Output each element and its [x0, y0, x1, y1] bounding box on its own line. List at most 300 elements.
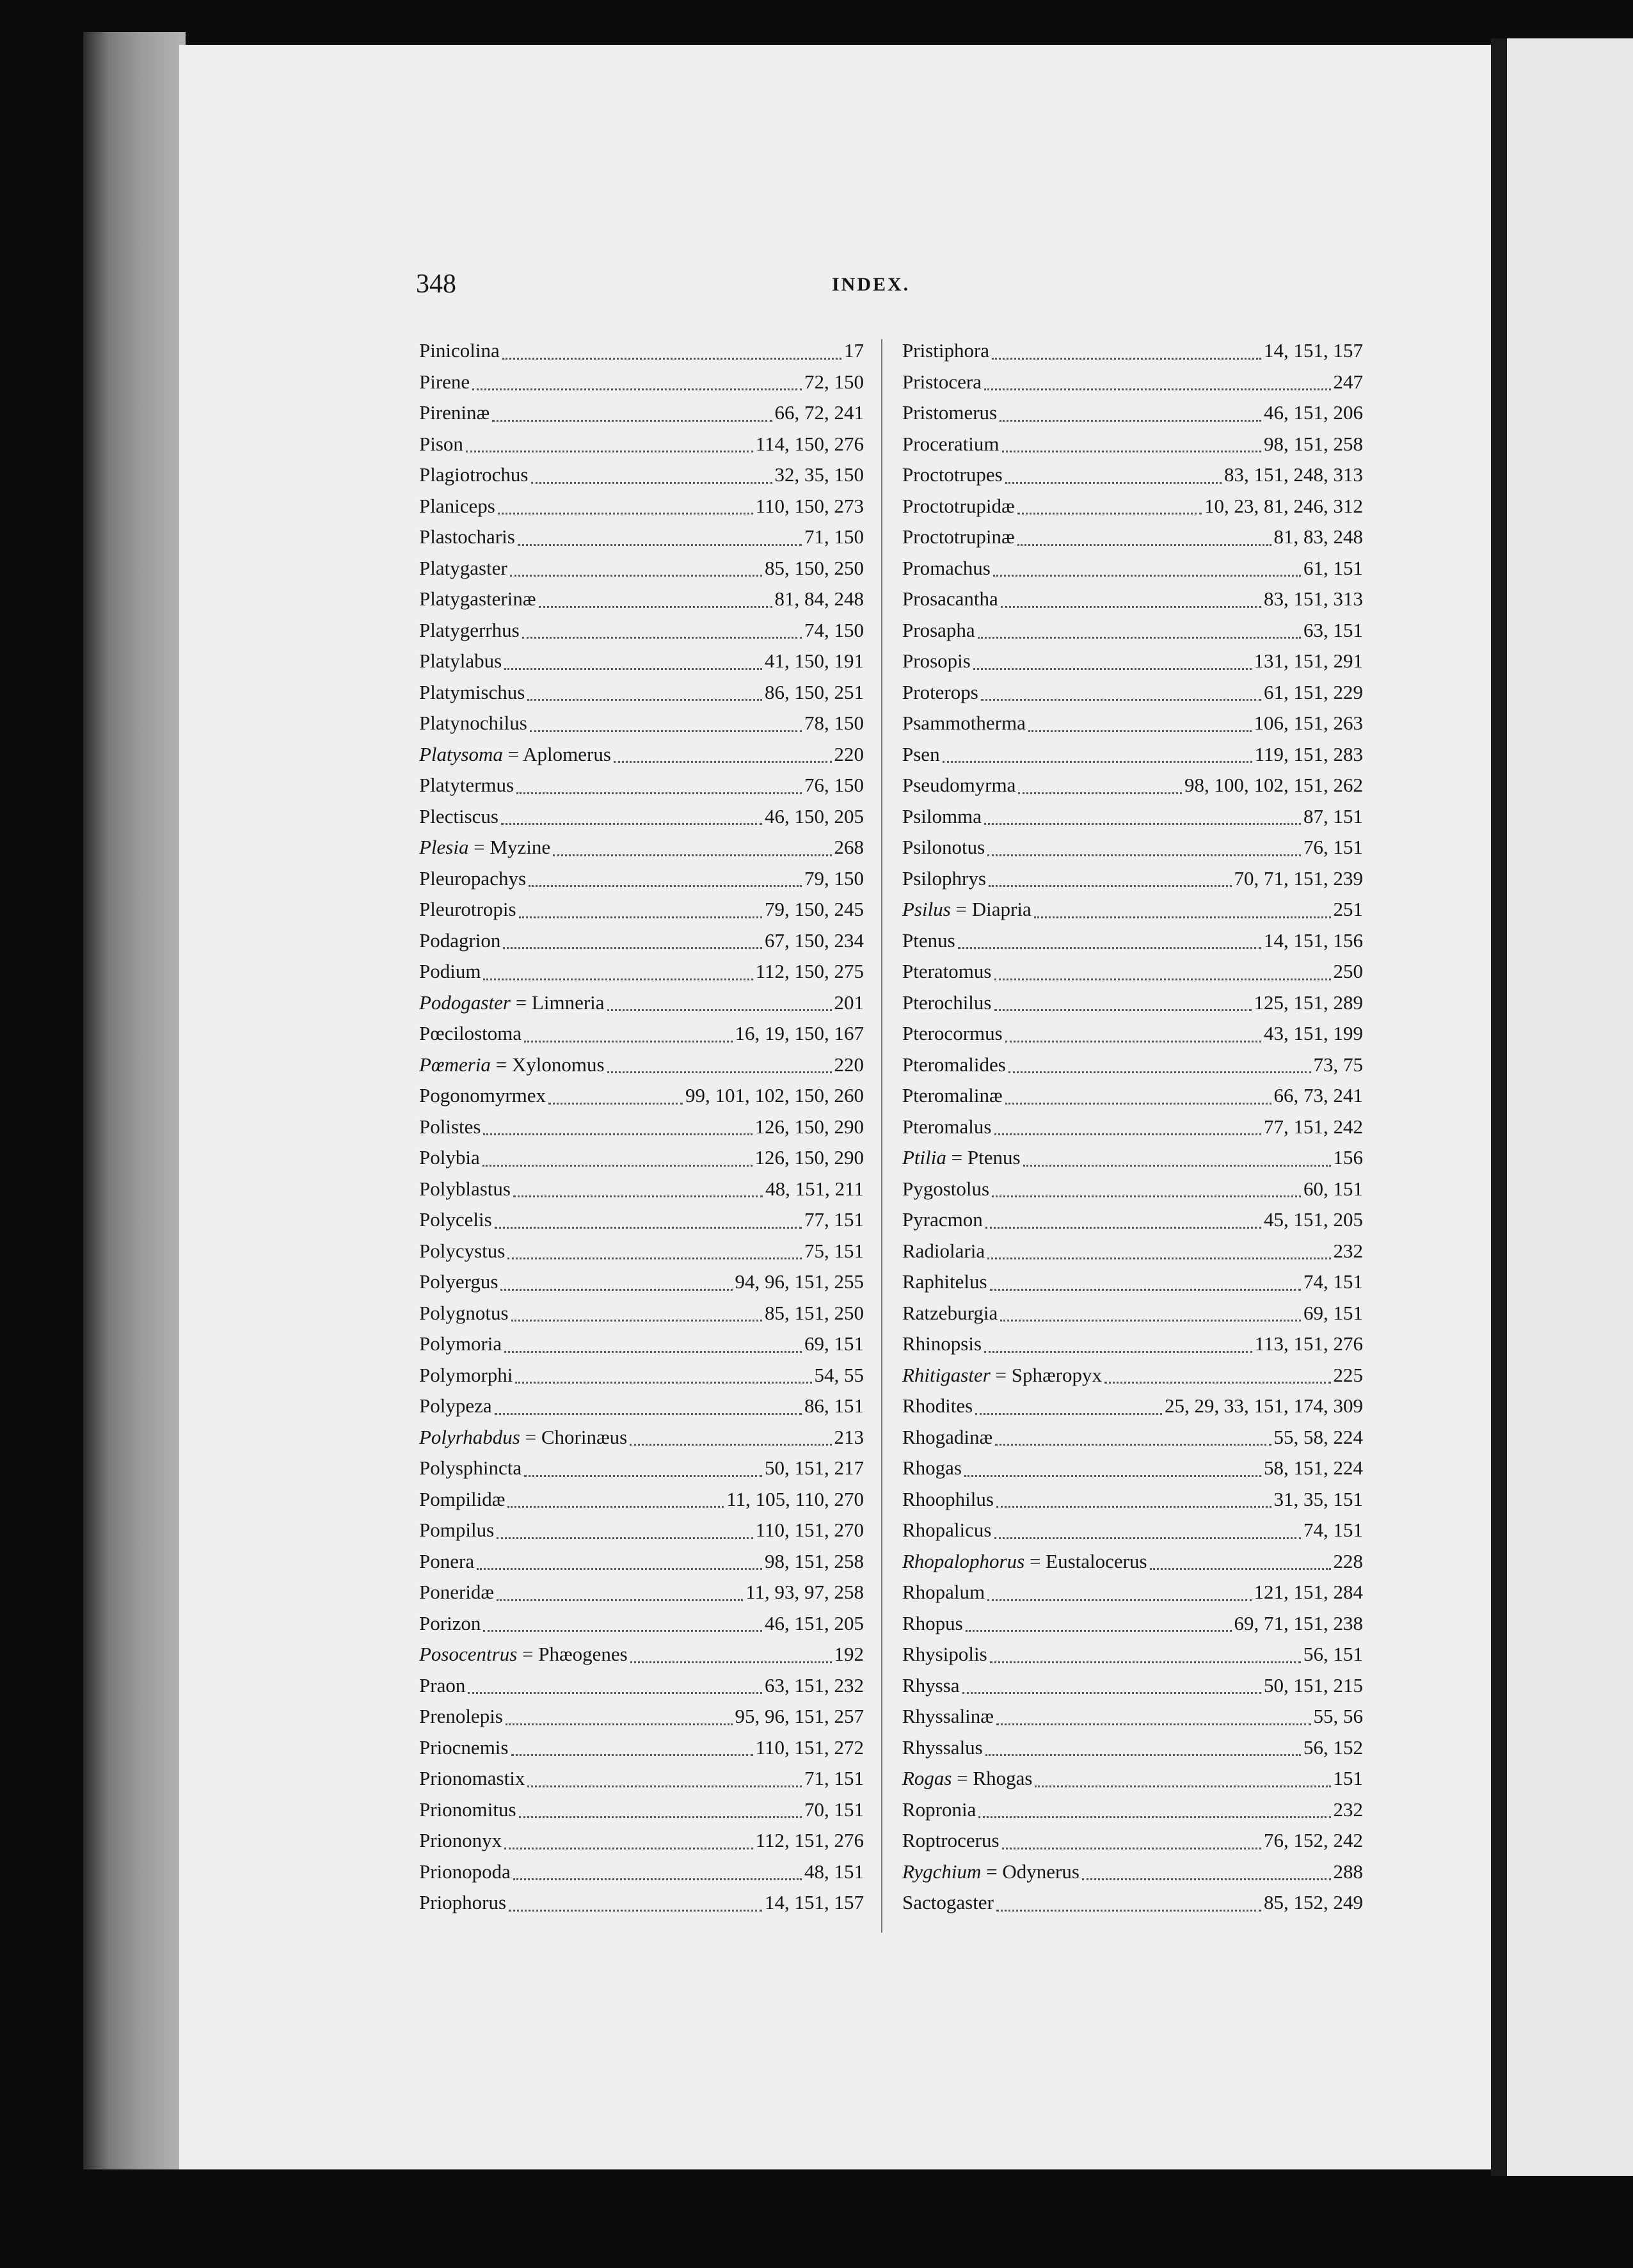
index-page-refs: 113, 151, 276: [1254, 1332, 1363, 1355]
index-page-refs: 69, 151: [804, 1332, 864, 1355]
dot-leader: [513, 1878, 802, 1880]
dot-leader: [958, 947, 1261, 949]
index-term-name: Platytermus: [419, 774, 514, 796]
dot-leader: [995, 1444, 1271, 1446]
index-term-name: Platynochilus: [419, 712, 527, 734]
index-term: [419, 1581, 494, 1604]
index-term-name: Pristocera: [902, 370, 982, 393]
index-term: [419, 463, 529, 486]
index-entry: [419, 991, 864, 1023]
index-term-name: Rhyssalus: [902, 1736, 983, 1759]
index-term: [902, 1705, 994, 1728]
index-term: [419, 1488, 505, 1511]
index-entry: [419, 1302, 864, 1333]
index-page-refs: 131, 151, 291: [1254, 650, 1363, 672]
index-entry: [902, 1488, 1363, 1519]
index-entry: [419, 1736, 864, 1768]
index-term-name: Rhopus: [902, 1611, 963, 1634]
index-term: [902, 1674, 960, 1697]
index-entry: [419, 650, 864, 681]
index-term: [902, 1022, 1003, 1045]
dot-leader: [996, 1723, 1311, 1725]
index-term-name: Priophorus: [419, 1891, 507, 1913]
dot-leader: [497, 1599, 743, 1601]
index-term: [902, 1519, 992, 1542]
index-term-name: Polycystus: [419, 1239, 506, 1262]
index-page-refs: 232: [1333, 1239, 1363, 1262]
index-page-refs: 54, 55: [814, 1363, 864, 1386]
index-term: [419, 619, 520, 642]
dot-leader: [1034, 916, 1331, 918]
index-term: [419, 1302, 509, 1325]
index-page-refs: 56, 152: [1303, 1736, 1363, 1759]
index-term: [419, 1178, 511, 1201]
index-entry: [419, 1488, 864, 1519]
dot-leader: [1082, 1878, 1331, 1880]
index-term-name: Prosacantha: [902, 587, 998, 610]
index-term-name: Praon: [419, 1673, 466, 1697]
index-term: [419, 1612, 481, 1635]
dot-leader: [1002, 1848, 1261, 1849]
index-entry: [902, 587, 1363, 619]
index-term-name: Platygasterinæ: [419, 587, 536, 610]
index-term: [902, 1364, 1102, 1387]
index-term-name: Platygerrhus: [419, 618, 520, 641]
dot-leader: [527, 699, 762, 701]
column-divider: [881, 339, 882, 1933]
index-term-name: Platymischus: [419, 680, 525, 703]
index-entry: [419, 1053, 864, 1085]
index-term-name: Pison: [419, 432, 463, 455]
index-cross-reference: = Diapria: [950, 898, 1032, 920]
index-entry: [419, 774, 864, 805]
dot-leader: [518, 544, 802, 546]
index-term: [902, 1332, 982, 1355]
index-entry: [419, 1146, 864, 1178]
index-term: [419, 433, 463, 456]
index-entry: [419, 1457, 864, 1488]
index-entry: [902, 1767, 1363, 1798]
index-page-refs: 66, 73, 241: [1273, 1084, 1363, 1106]
index-term-name: Plagiotrochus: [419, 463, 529, 486]
index-page-refs: 74, 150: [804, 618, 864, 641]
index-term-name: Priocnemis: [419, 1736, 509, 1759]
index-term: [419, 1891, 506, 1914]
dot-leader: [992, 1195, 1301, 1197]
index-term: [902, 587, 998, 611]
index-term: [419, 371, 470, 394]
index-cross-reference: = Limneria: [510, 991, 605, 1014]
index-term-name: Rhysipolis: [902, 1643, 987, 1665]
index-page-refs: 50, 151, 217: [765, 1457, 864, 1479]
dot-leader: [990, 1289, 1301, 1291]
index-entry: [419, 867, 864, 898]
dot-leader: [1002, 451, 1261, 452]
dot-leader: [1001, 606, 1261, 608]
index-term: [902, 619, 975, 642]
dot-leader: [495, 1227, 802, 1229]
index-term: [902, 805, 982, 828]
index-term: [902, 371, 982, 394]
index-term-name: Polypeza: [419, 1394, 492, 1417]
index-entry: [902, 991, 1363, 1023]
index-term-name: Plesia: [419, 836, 469, 858]
dot-leader: [504, 1351, 802, 1353]
dot-leader: [500, 1289, 732, 1291]
index-entry: [902, 619, 1363, 650]
index-term-name: Posocentrus: [419, 1643, 518, 1665]
dot-leader: [989, 885, 1232, 887]
index-page-refs: 86, 151: [804, 1394, 864, 1417]
index-entry: [902, 1705, 1363, 1736]
index-term-name: Pirene: [419, 370, 470, 393]
index-page-refs: 10, 23, 81, 246, 312: [1204, 494, 1363, 517]
index-page-refs: 75, 151: [804, 1239, 864, 1262]
index-term: [902, 898, 1032, 921]
index-page-refs: 76, 151: [1303, 836, 1363, 858]
index-entry: [902, 1426, 1363, 1457]
index-term-name: Rhodites: [902, 1394, 973, 1417]
index-term: [419, 867, 526, 890]
index-page-refs: 61, 151: [1303, 556, 1363, 579]
index-entry: [902, 1208, 1363, 1240]
index-entry: [419, 1270, 864, 1302]
index-column-right: [902, 339, 1363, 1922]
index-term-name: Proctotrupes: [902, 463, 1003, 486]
index-term: [419, 836, 550, 859]
index-term: [902, 1146, 1021, 1169]
dot-leader: [530, 730, 802, 732]
dot-leader: [495, 1413, 802, 1415]
index-term-name: Pterochilus: [902, 991, 992, 1014]
index-cross-reference: = Sphæropyx: [990, 1363, 1103, 1386]
dot-leader: [996, 1506, 1271, 1508]
index-term-name: Podagrion: [419, 929, 501, 952]
index-term-name: Psilonotus: [902, 836, 985, 858]
dot-leader: [482, 1165, 753, 1167]
index-entry: [419, 339, 864, 371]
index-term-name: Platygaster: [419, 556, 507, 579]
index-page-refs: 228: [1333, 1549, 1363, 1572]
dot-leader: [943, 761, 1252, 763]
index-term-name: Pœmeria: [419, 1053, 491, 1076]
index-cross-reference: = Ptenus: [946, 1146, 1021, 1169]
index-entry: [902, 339, 1363, 371]
index-page-refs: 79, 150, 245: [765, 898, 864, 920]
dot-leader: [1023, 1165, 1331, 1167]
index-term: [902, 1891, 994, 1914]
index-term-name: Rhitigaster: [902, 1363, 991, 1386]
index-term: [902, 1178, 989, 1201]
index-page-refs: 112, 151, 276: [755, 1829, 864, 1851]
index-term-name: Pygostolus: [902, 1177, 990, 1200]
index-entry: [902, 1115, 1363, 1147]
index-page-refs: 79, 150: [804, 866, 864, 890]
index-term: [902, 1084, 1003, 1107]
index-term: [902, 1457, 962, 1480]
index-page-refs: 74, 151: [1303, 1519, 1363, 1541]
index-term-name: Psen: [902, 742, 940, 765]
index-term-name: Ptilia: [902, 1146, 946, 1169]
dot-leader: [519, 916, 762, 918]
index-page-refs: 17: [844, 339, 864, 362]
index-page-refs: 72, 150: [804, 370, 864, 393]
index-entry: [902, 1798, 1363, 1830]
index-page-refs: 85, 151, 250: [765, 1301, 864, 1324]
index-term-name: Polymoria: [419, 1332, 502, 1355]
index-page-refs: 11, 105, 110, 270: [726, 1487, 864, 1510]
dot-leader: [529, 885, 802, 887]
index-page-refs: 192: [834, 1643, 864, 1665]
index-term-name: Rhoophilus: [902, 1487, 994, 1510]
index-term-name: Proctotrupidæ: [902, 494, 1015, 517]
index-entry: [419, 1860, 864, 1892]
index-term: [902, 1581, 985, 1604]
index-page-refs: 14, 151, 156: [1264, 929, 1363, 952]
index-cross-reference: = Myzine: [468, 836, 551, 858]
index-term: [902, 1302, 998, 1325]
index-term: [902, 712, 1026, 735]
index-term: [419, 1270, 498, 1293]
index-term: [902, 836, 985, 859]
index-term-name: Polymorphi: [419, 1363, 513, 1386]
facing-page: [1507, 38, 1633, 2176]
index-term: [419, 1240, 505, 1263]
index-entry: [902, 1053, 1363, 1085]
index-entry: [902, 836, 1363, 867]
index-page-refs: 110, 151, 270: [755, 1519, 864, 1541]
dot-leader: [515, 1382, 811, 1384]
index-term-name: Podium: [419, 960, 481, 982]
index-term-name: Prenolepis: [419, 1705, 503, 1727]
index-entry: [419, 960, 864, 991]
index-entry: [902, 1394, 1363, 1426]
index-term-name: Polybia: [419, 1146, 480, 1169]
index-term-name: Prionopoda: [419, 1860, 511, 1883]
dot-leader: [1104, 1382, 1330, 1384]
index-term: [419, 339, 500, 362]
index-term-name: Ponera: [419, 1549, 475, 1572]
index-term-name: Roptrocerus: [902, 1829, 1000, 1851]
index-cross-reference: = Aplomerus: [502, 742, 611, 765]
dot-leader: [1017, 513, 1202, 515]
index-page-refs: 14, 151, 157: [1264, 339, 1363, 362]
index-entry: [902, 433, 1363, 464]
index-term-name: Polyblastus: [419, 1177, 511, 1200]
dot-leader: [1018, 792, 1182, 794]
index-entry: [902, 1332, 1363, 1364]
index-page-refs: 87, 151: [1303, 804, 1363, 827]
index-entry: [902, 712, 1363, 743]
dot-leader: [1005, 1103, 1271, 1105]
index-term-name: Platysoma: [419, 742, 503, 765]
index-cross-reference: = Chorinæus: [520, 1425, 628, 1448]
index-entry: [902, 805, 1363, 836]
dot-leader: [516, 792, 802, 794]
index-term: [419, 1053, 605, 1076]
index-term: [902, 339, 989, 362]
index-term-name: Pteromalus: [902, 1115, 992, 1138]
index-page-refs: 251: [1333, 898, 1363, 920]
index-entry: [419, 1364, 864, 1395]
index-term: [902, 1736, 983, 1759]
index-page-refs: 55, 56: [1313, 1705, 1363, 1727]
dot-leader: [607, 1071, 832, 1073]
dot-leader: [978, 637, 1301, 639]
index-entry: [902, 1736, 1363, 1768]
dot-leader: [511, 1754, 753, 1756]
index-page-refs: 225: [1333, 1363, 1363, 1386]
index-page-refs: 126, 150, 290: [754, 1146, 864, 1169]
index-page-refs: 114, 150, 276: [755, 432, 864, 455]
dot-leader: [483, 1630, 762, 1632]
index-entry: [902, 743, 1363, 774]
index-term-name: Pteratomus: [902, 960, 992, 982]
index-page-refs: 201: [834, 991, 864, 1014]
index-page-refs: 99, 101, 102, 150, 260: [685, 1084, 864, 1106]
index-entry: [419, 1115, 864, 1147]
index-term-name: Plectiscus: [419, 804, 498, 827]
dot-leader: [994, 978, 1331, 980]
index-page-refs: 94, 96, 151, 255: [735, 1270, 864, 1293]
index-term: [902, 681, 978, 704]
dot-leader: [524, 1041, 732, 1042]
index-term-name: Prosapha: [902, 618, 975, 641]
index-term-name: Rhyssa: [902, 1673, 960, 1697]
dot-leader: [964, 1475, 1261, 1477]
index-entry: [902, 929, 1363, 961]
index-term-name: Pristiphora: [902, 339, 990, 362]
index-entry: [902, 1612, 1363, 1643]
index-entry: [419, 712, 864, 743]
dot-leader: [1000, 420, 1261, 422]
dot-leader: [483, 1133, 752, 1135]
index-page-refs: 48, 151, 211: [765, 1177, 864, 1200]
index-entry: [902, 1364, 1363, 1395]
index-page-refs: 151: [1333, 1767, 1363, 1789]
gutter-shadow: [1491, 38, 1507, 2176]
index-page-refs: 11, 93, 97, 258: [745, 1581, 864, 1603]
index-term: [902, 463, 1003, 486]
index-term: [419, 495, 495, 518]
index-entry: [902, 525, 1363, 557]
index-entry: [902, 681, 1363, 712]
dot-leader: [1035, 1785, 1330, 1787]
index-page-refs: 110, 151, 272: [755, 1736, 864, 1759]
index-page-refs: 69, 71, 151, 238: [1234, 1611, 1363, 1634]
index-term: [419, 1084, 546, 1107]
index-entry: [419, 1612, 864, 1643]
index-page-refs: 69, 151: [1303, 1301, 1363, 1324]
index-page-refs: 73, 75: [1313, 1053, 1363, 1076]
index-term: [419, 1115, 481, 1138]
index-page-refs: 41, 150, 191: [765, 650, 864, 672]
dot-leader: [987, 1258, 1330, 1259]
index-page-refs: 32, 35, 150: [774, 463, 864, 486]
index-page-refs: 232: [1333, 1798, 1363, 1821]
index-page-refs: 77, 151, 242: [1264, 1115, 1363, 1138]
index-page-refs: 110, 150, 273: [755, 494, 864, 517]
book-page-edges: [83, 32, 186, 2169]
index-page-refs: 46, 151, 206: [1264, 401, 1363, 424]
dot-leader: [1028, 730, 1252, 732]
index-entry: [419, 898, 864, 929]
index-term: [902, 1550, 1147, 1573]
index-term: [902, 1208, 983, 1231]
index-term: [902, 1488, 994, 1511]
index-page-refs: 98, 151, 258: [765, 1549, 864, 1572]
index-column-left: [419, 339, 864, 1922]
index-page-refs: 70, 151: [804, 1798, 864, 1821]
index-page-refs: 125, 151, 289: [1254, 991, 1363, 1014]
index-entry: [419, 557, 864, 588]
index-term-name: Psilophrys: [902, 866, 986, 890]
index-term-name: Raphitelus: [902, 1270, 987, 1293]
index-term: [902, 1426, 992, 1449]
index-term-name: Ptenus: [902, 929, 955, 952]
index-entry: [902, 463, 1363, 495]
index-term-name: Prionomitus: [419, 1798, 516, 1821]
dot-leader: [630, 1444, 831, 1446]
dot-leader: [531, 482, 772, 484]
dot-leader: [507, 1506, 724, 1508]
index-term-name: Rhopalicus: [902, 1519, 992, 1541]
index-entry: [419, 1891, 864, 1922]
dot-leader: [510, 575, 762, 577]
dot-leader: [483, 978, 753, 980]
index-term-name: Pœcilostoma: [419, 1022, 522, 1044]
index-entry: [419, 371, 864, 402]
index-page-refs: 112, 150, 275: [755, 960, 864, 982]
dot-leader: [509, 1910, 762, 1912]
index-entry: [902, 1550, 1363, 1581]
index-term: [902, 1053, 1006, 1076]
index-page-refs: 78, 150: [804, 712, 864, 734]
index-page-refs: 247: [1333, 370, 1363, 393]
index-page-refs: 98, 100, 102, 151, 262: [1184, 774, 1363, 796]
index-term: [419, 401, 490, 424]
index-entry: [419, 1394, 864, 1426]
index-term: [419, 1394, 492, 1418]
index-term-name: Pompilus: [419, 1519, 495, 1541]
index-term-name: Planiceps: [419, 494, 495, 517]
index-entry: [902, 898, 1363, 929]
index-term: [902, 495, 1015, 518]
index-entry: [902, 1240, 1363, 1271]
index-page-refs: 250: [1333, 960, 1363, 982]
index-term: [419, 1364, 513, 1387]
dot-leader: [962, 1692, 1261, 1694]
dot-leader: [1000, 1320, 1301, 1322]
index-page-refs: 220: [834, 742, 864, 765]
index-page-refs: 268: [834, 836, 864, 858]
dot-leader: [992, 358, 1261, 360]
index-term-name: Pleurotropis: [419, 898, 516, 920]
index-term: [902, 1115, 992, 1138]
index-entry: [902, 1581, 1363, 1612]
index-entry: [902, 401, 1363, 433]
index-term-name: Pseudomyrma: [902, 774, 1016, 796]
index-page-refs: 46, 151, 205: [765, 1611, 864, 1634]
dot-leader: [524, 1475, 762, 1477]
dot-leader: [1017, 544, 1271, 546]
index-page-refs: 50, 151, 215: [1264, 1673, 1363, 1697]
index-term-name: Pyracmon: [902, 1208, 983, 1231]
index-page-refs: 48, 151: [804, 1860, 864, 1883]
index-term-name: Psilus: [902, 898, 951, 920]
index-entry: [419, 619, 864, 650]
index-entry: [902, 1084, 1363, 1115]
